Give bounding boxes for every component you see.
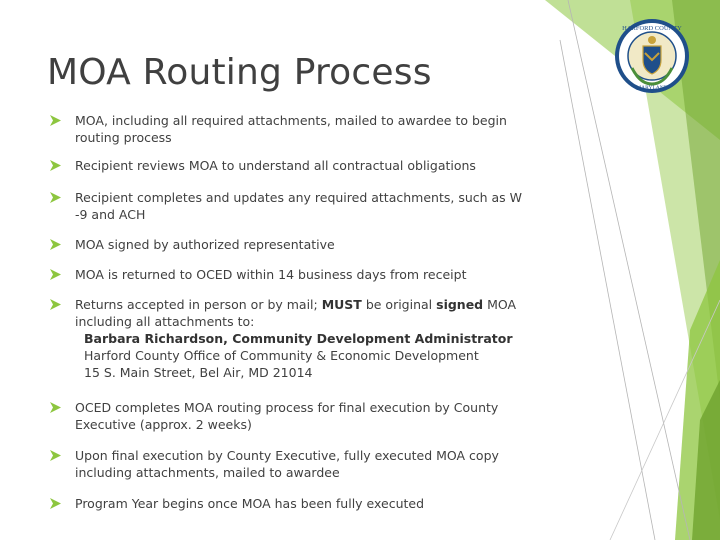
returns-line-2: including all attachments to: <box>75 314 255 329</box>
returns-text: be original <box>361 297 437 312</box>
bullet-arrow-icon <box>50 160 61 171</box>
signed-emphasis: signed <box>436 297 484 312</box>
bullet-text <box>75 266 545 283</box>
bullet-arrow-icon <box>50 192 61 203</box>
contact-address: 15 S. Main Street, Bel Air, MD 21014 <box>84 365 313 380</box>
bullet-line: MOA signed by authorized representative <box>75 237 335 252</box>
bullet-text <box>75 236 545 253</box>
bullet-line: Program Year begins once MOA has been fully executed <box>75 496 425 511</box>
contact-organization: Harford County Office of Community & Economic Development <box>84 348 479 363</box>
returns-text: Returns accepted in person or by mail; <box>75 297 322 312</box>
bullet-line: Recipient completes and updates any required attachments, such as W <box>75 190 523 205</box>
bullet-arrow-icon <box>50 498 61 509</box>
bullet-line: OCED completes MOA routing process for final execution by County <box>75 400 499 415</box>
bullet-arrow-icon <box>50 299 61 310</box>
bullet-text <box>75 399 545 433</box>
returns-line <box>75 296 545 313</box>
page-title: MOA Routing Process <box>47 52 432 93</box>
bullet-arrow-icon <box>50 450 61 461</box>
thin-line-2 <box>560 40 655 540</box>
contact-name: Barbara Richardson, Community Development Administrator <box>84 331 513 346</box>
returns-text: MOA <box>483 297 517 312</box>
bullet-arrow-icon <box>50 402 61 413</box>
bullet-line: Upon final execution by County Executive, fully executed MOA copy <box>75 448 499 463</box>
bullet-line: routing process <box>75 130 172 145</box>
bullet-line: Recipient reviews MOA to understand all contractual obligations <box>75 158 476 173</box>
seal-crest <box>648 36 656 44</box>
county-seal-logo <box>614 18 690 94</box>
seal-top-text: HARFORD COUNTY <box>622 25 682 32</box>
bullet-line: including attachments, mailed to awardee <box>75 465 340 480</box>
seal-bottom-text: MARYLAND <box>636 85 668 91</box>
bullet-line: Executive (approx. 2 weeks) <box>75 417 252 432</box>
bullet-arrow-icon <box>50 239 61 250</box>
bullet-arrow-icon <box>50 269 61 280</box>
bullet-text <box>75 447 545 481</box>
bullet-text <box>75 495 545 512</box>
must-emphasis: MUST <box>321 297 362 312</box>
bullet-line: MOA, including all required attachments, mailed to awardee to begin <box>75 113 507 128</box>
bullet-line: MOA is returned to OCED within 14 business days from receipt <box>75 267 467 282</box>
bullet-text <box>75 189 545 223</box>
bullet-line: -9 and ACH <box>75 207 146 222</box>
bullet-text <box>75 157 545 174</box>
bullet-arrow-icon <box>50 115 61 126</box>
bullet-text <box>75 112 545 146</box>
bullet-text <box>75 296 545 381</box>
